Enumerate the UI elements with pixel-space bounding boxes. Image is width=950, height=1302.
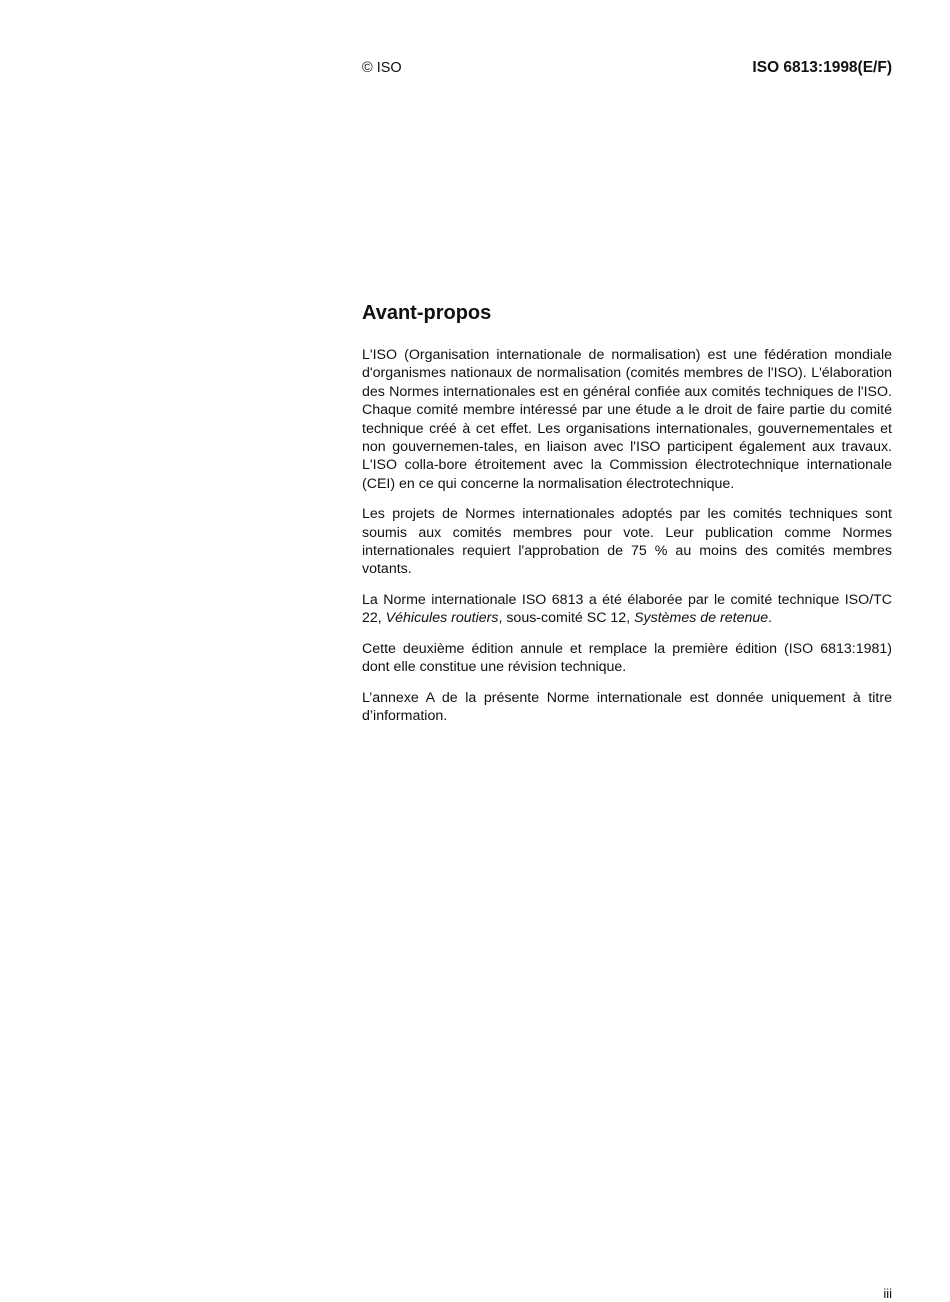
foreword-section <box>362 300 892 737</box>
paragraph-3-text-a: La Norme internationale ISO 6813 a été élaborée par le comité technique ISO/TC 22, <box>362 591 892 627</box>
page-header <box>362 58 892 80</box>
paragraph-3-text-b: , sous-comité SC 12, <box>498 610 635 627</box>
page-number: iii <box>883 1286 892 1301</box>
standard-identifier: ISO 6813:1998(E/F) <box>752 59 892 76</box>
paragraph-3-text-c: . <box>768 610 773 627</box>
paragraph-3-italic-a: Véhicules routiers <box>385 610 499 627</box>
copyright-notice: © ISO <box>362 60 402 76</box>
paragraph-1: L'ISO (Organisation internationale de normalisation) est une fédération mondiale d'organismes nationaux de normalisation (comités membres de l'ISO). L'élaboration des Normes internationales est en général confiée aux comités techniques de l'ISO. Chaque comité membre intéressé par une étude a le droit de faire partie du comité technique créé à cet effet. Les organisations internationales, gouvernementales et non gouvernemen-tales, en liaison avec l'ISO participent également aux travaux. L'ISO colla-bore étroitement avec la Commission électrotechnique internationale (CEI) en ce qui concerne la normalisation électrotechnique. <box>362 347 892 492</box>
paragraph-5: L’annexe A de la présente Norme internationale est donnée uniquement à titre d’information. <box>362 689 892 724</box>
section-title: Avant-propos <box>362 302 492 324</box>
paragraph-4: Cette deuxième édition annule et remplace la première édition (ISO 6813:1981) dont elle constitue une révision technique. <box>362 640 892 676</box>
paragraph-3 <box>362 591 892 628</box>
paragraph-3-italic-b: Systèmes de retenue <box>634 610 769 627</box>
paragraph-2: Les projets de Normes internationales adoptés par les comités techniques sont soumis aux comités membres pour vote. Leur publication comme Normes internationales requiert l'approbation de 75 % au moins des comités membres votants. <box>362 506 892 578</box>
